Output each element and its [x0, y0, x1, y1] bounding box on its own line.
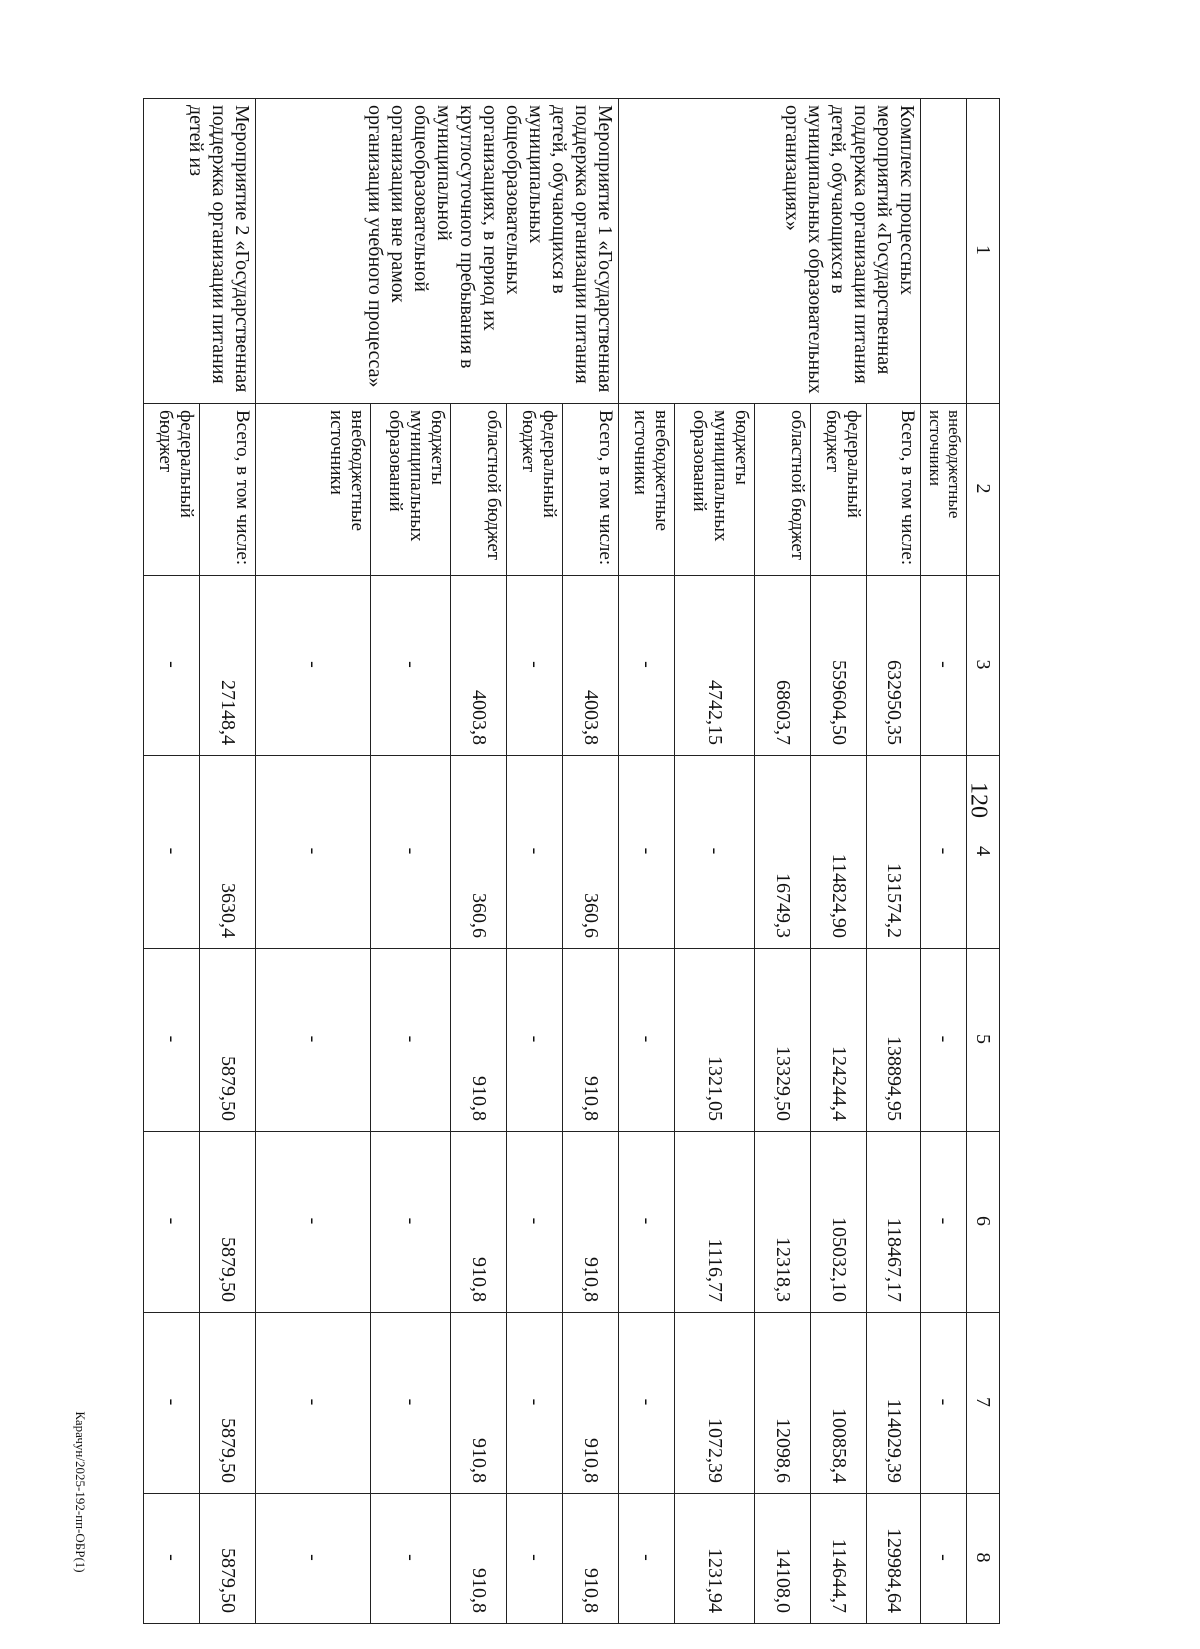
funding-source-cell: областной бюджет [451, 404, 507, 576]
table-row [921, 99, 967, 1624]
rotated-table-wrapper [100, 98, 1000, 1623]
value-cell: - [144, 756, 200, 949]
value-cell: 12098,6 [755, 1313, 811, 1494]
value-cell: - [921, 949, 967, 1132]
value-cell: - [619, 1494, 675, 1624]
funding-source-cell: федеральный бюджет [811, 404, 867, 576]
funding-source-cell: Всего, в том числе: [867, 404, 921, 576]
table-row [563, 99, 619, 1624]
value-cell: 4003,8 [563, 576, 619, 756]
value-cell: 114644,7 [811, 1494, 867, 1624]
value-cell: - [371, 1132, 451, 1313]
value-cell: 5879,50 [200, 1313, 256, 1494]
program-name-cell [921, 99, 967, 404]
value-cell: - [921, 756, 967, 949]
value-cell: 910,8 [451, 949, 507, 1132]
value-cell: 910,8 [563, 1132, 619, 1313]
value-cell: - [507, 1132, 563, 1313]
value-cell: - [675, 756, 755, 949]
value-cell: - [507, 1313, 563, 1494]
funding-source-cell: Всего, в том числе: [563, 404, 619, 576]
value-cell: 13329,50 [755, 949, 811, 1132]
value-cell: - [921, 576, 967, 756]
value-cell: 12318,3 [755, 1132, 811, 1313]
value-cell: 910,8 [563, 1494, 619, 1624]
value-cell: 129984,64 [867, 1494, 921, 1624]
value-cell: 1072,39 [675, 1313, 755, 1494]
value-cell: - [619, 756, 675, 949]
value-cell: 632950,35 [867, 576, 921, 756]
value-cell: 100858,4 [811, 1313, 867, 1494]
value-cell: 559604,50 [811, 576, 867, 756]
table-header-row [967, 99, 1000, 1624]
table-row [867, 99, 921, 1624]
value-cell: - [507, 949, 563, 1132]
funding-source-cell: внебюджетные источники [921, 404, 967, 576]
value-cell: - [619, 576, 675, 756]
value-cell: 910,8 [563, 949, 619, 1132]
value-cell: 27148,4 [200, 576, 256, 756]
value-cell: - [371, 576, 451, 756]
value-cell: 910,8 [451, 1132, 507, 1313]
value-cell: - [507, 1494, 563, 1624]
value-cell: 1321,05 [675, 949, 755, 1132]
value-cell: - [144, 949, 200, 1132]
funding-source-cell: федеральный бюджет [507, 404, 563, 576]
value-cell: 68603,7 [755, 576, 811, 756]
value-cell: - [256, 1313, 371, 1494]
header-cell: 2 [967, 404, 1000, 576]
value-cell: 5879,50 [200, 1494, 256, 1624]
value-cell: - [256, 756, 371, 949]
funding-source-cell: внебюджетные источники [256, 404, 371, 576]
value-cell: 105032,10 [811, 1132, 867, 1313]
value-cell: - [507, 576, 563, 756]
value-cell: - [144, 576, 200, 756]
value-cell: 14108,0 [755, 1494, 811, 1624]
value-cell: - [256, 1132, 371, 1313]
value-cell: - [507, 756, 563, 949]
program-name-cell: Комплекс процессных мероприятий «Государственная поддержка организации питания детей, обучающихся в муниципальных образовательных организациях» [619, 99, 921, 404]
header-cell: 1 [967, 99, 1000, 404]
funding-source-cell: внебюджетные источники [619, 404, 675, 576]
header-cell: 6 [967, 1132, 1000, 1313]
value-cell: 5879,50 [200, 949, 256, 1132]
value-cell: 4742,15 [675, 576, 755, 756]
value-cell: 131574,2 [867, 756, 921, 949]
funding-source-cell: областной бюджет [755, 404, 811, 576]
value-cell: - [619, 1313, 675, 1494]
value-cell: 5879,50 [200, 1132, 256, 1313]
value-cell: 4003,8 [451, 576, 507, 756]
header-cell: 4 [967, 756, 1000, 949]
value-cell: 124244,4 [811, 949, 867, 1132]
value-cell: 138894,95 [867, 949, 921, 1132]
value-cell: - [371, 1313, 451, 1494]
value-cell: 118467,17 [867, 1132, 921, 1313]
value-cell: - [144, 1494, 200, 1624]
program-name-cell: Мероприятие 2 «Государственная поддержка организации питания детей из [144, 99, 256, 404]
value-cell: - [371, 1494, 451, 1624]
value-cell: 16749,3 [755, 756, 811, 949]
value-cell: 114029,39 [867, 1313, 921, 1494]
header-cell: 7 [967, 1313, 1000, 1494]
header-cell: 5 [967, 949, 1000, 1132]
value-cell: 1116,77 [675, 1132, 755, 1313]
page-number: 120 [965, 782, 992, 818]
value-cell: 360,6 [563, 756, 619, 949]
value-cell: - [256, 576, 371, 756]
funding-source-cell: бюджеты муниципальных образований [371, 404, 451, 576]
value-cell: - [921, 1313, 967, 1494]
value-cell: 1231,94 [675, 1494, 755, 1624]
value-cell: - [371, 756, 451, 949]
funding-source-cell: Всего, в том числе: [200, 404, 256, 576]
header-cell: 8 [967, 1494, 1000, 1624]
program-name-cell: Мероприятие 1 «Государственная поддержка организации питания детей, обучающихся в муниципальных общеобразовательных организациях, в период их круглосуточного пребывания в муниципальной общеобразовательной организации вне рамок организации учебного процесса» [256, 99, 619, 404]
value-cell: - [619, 1132, 675, 1313]
header-cell: 3 [967, 576, 1000, 756]
value-cell: 114824,90 [811, 756, 867, 949]
funding-source-cell: бюджеты муниципальных образований [675, 404, 755, 576]
value-cell: - [921, 1494, 967, 1624]
value-cell: - [371, 949, 451, 1132]
value-cell: 3630,4 [200, 756, 256, 949]
value-cell: - [921, 1132, 967, 1313]
value-cell: - [144, 1132, 200, 1313]
value-cell: - [256, 1494, 371, 1624]
value-cell: - [619, 949, 675, 1132]
value-cell: 910,8 [451, 1313, 507, 1494]
funding-source-cell: федеральный бюджет [144, 404, 200, 576]
value-cell: 360,6 [451, 756, 507, 949]
document-code: Карачун/2025-192-пп-ОБР(1) [73, 1411, 88, 1573]
value-cell: - [256, 949, 371, 1132]
value-cell: 910,8 [451, 1494, 507, 1624]
table-row [200, 99, 256, 1624]
budget-table [143, 98, 1000, 1624]
value-cell: - [144, 1313, 200, 1494]
value-cell: 910,8 [563, 1313, 619, 1494]
